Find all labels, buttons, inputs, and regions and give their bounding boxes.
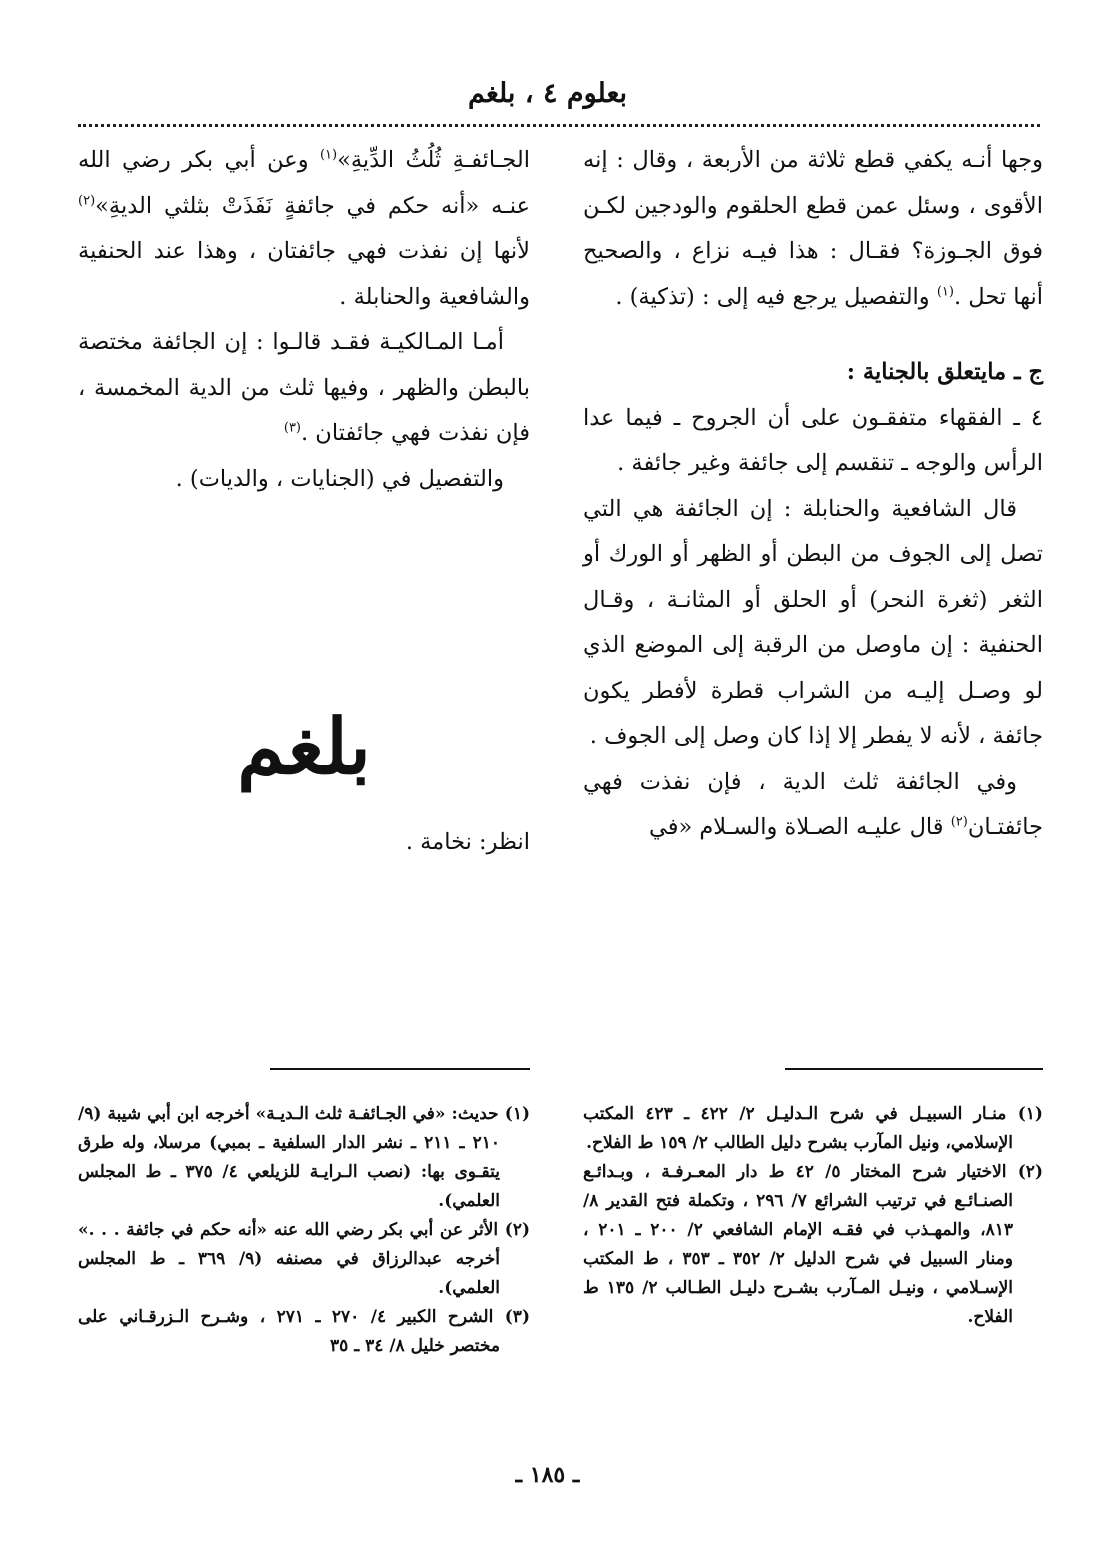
entry-title: بلغم (237, 702, 371, 791)
paragraph-text: وفي الجائفة ثلث الدية ، فإن نفذت فهي جائفتـان (583, 768, 1043, 840)
paragraph-text: أمـا المـالكيـة فقـد قالـوا : إن الجائفة مختصة بالبطن والظهر ، وفيها ثلث من الدية المخمسة ، فإن نفذت فهي جائفتان . (78, 329, 530, 446)
footnote-ref: (٣) (283, 420, 301, 436)
footnote: (١) حديث: «في الجـائفـة ثلث الـديـة» أخرجه ابن أبي شيبة (٩/ ٢١٠ ـ ٢١١ ـ نشر الدار السلفية ـ بمبي) مرسلا، وله طرق يتقـوى بها: (نصب الـرايـة للزيلعي ٤/ ٣٧٥ ـ ط المجلس العلمي). (78, 1104, 530, 1211)
paragraph-text: قال عليـه الصـلاة والسـلام «في (648, 814, 951, 840)
paragraph (583, 760, 1043, 851)
paragraph-text: وعن أبي بكر رضي الله عنـه «أنه حكم في جائفةٍ نَفَذَتْ بثلثي الديةِ» (78, 147, 530, 219)
footnote: (١) منـار السبيـل في شرح الـدليـل ٢/ ٤٢٢ ـ ٤٢٣ المكتب الإسلامي، ونيل المآرب بشرح دليل الطالب ٢/ ١٥٩ ط الفلاح. (583, 1104, 1043, 1153)
paragraph-text: الجـائفـةِ ثُلُثُ الدِّيةِ» (337, 147, 530, 173)
page-number: ـ ١٨٥ ـ (515, 1462, 580, 1488)
footnote-separator (270, 1068, 530, 1070)
footnote-ref: (١) (319, 147, 338, 163)
spacer (583, 320, 1043, 350)
footnote-separator (785, 1068, 1043, 1070)
footnote: (٢) الاختيار شرح المختار ٥/ ٤٢ ط دار المعـرفـة ، وبـدائـع الصنـائـع في ترتيب الشرائع ٧/ ٢٩٦ ، وتكملة فتح القدير ٨/ ٨١٣، والمهـذب في فقـه الإمام الشافعي ٢/ ٢٠٠ ـ ٢٠١ ، ومنار السبيل في شرح الدليل ٢/ ٣٥٢ ـ ٣٥٣ ، ط المكتب الإسـلامي ، ونيـل المـآرب بشـرح دليـل الطـالب ٢/ ١٣٥ ط الفلاح. (583, 1162, 1043, 1327)
footnote: (٢) الأثر عن أبي بكر رضي الله عنه «أنه حكم في جائفة . . .» أخرجه عبدالرزاق في مصنفه (٩/ ٣٦٩ ـ ط المجلس العلمي). (78, 1220, 530, 1298)
running-header: بعلوم ٤ ، بلغم (467, 78, 628, 109)
footnote: (٣) الشرح الكبير ٤/ ٢٧٠ ـ ٢٧١ ، وشـرح الـزرقـاني على مختصر خليل ٨/ ٣٤ ـ ٣٥ (78, 1307, 530, 1356)
right-column (583, 138, 1043, 851)
paragraph-text: والتفصيل يرجع فيه إلى : (تذكية) . (615, 283, 937, 310)
paragraph (78, 138, 530, 320)
footnotes-right (583, 1100, 1043, 1332)
paragraph (78, 320, 530, 457)
footnote-ref: (١) (936, 284, 954, 299)
see-also-reference: انظر: نخامة . (405, 829, 530, 855)
left-column (78, 138, 530, 502)
paragraph (583, 138, 1043, 320)
paragraph: قال الشافعية والحنابلة : إن الجائفة هي التي تصل إلى الجوف من البطن أو الظهر أو الورك أو الثغر (ثغرة النحر) أو الحلق أو المثانـة ، وقـال الحنفية : إن ماوصل من الرقبة إلى الموضع الذي لو وصـل إليـه من الشراب قطرة لأفطر يكون جائفة ، لأنه لا يفطر إلا إذا كان وصل إلى الجوف . (583, 495, 1043, 749)
paragraph-text: لأنها إن نفذت فهي جائفتان ، وهذا عند الحنفية والشافعية والحنابلة . (78, 238, 530, 310)
footnote-ref: (٢) (78, 193, 96, 208)
footnotes-left (78, 1100, 530, 1361)
paragraph-text: وجها أنـه يكفي قطع ثلاثة من الأربعة ، وقال : إنه الأقوى ، وسئل عمن قطع الحلقوم والودجين لكـن فوق الجـوزة؟ فقـال : هذا فيـه نزاع ، والصحيح أنها تحل . (583, 147, 1043, 310)
footnote-ref: (٢) (950, 814, 968, 830)
header-dotted-rule (78, 124, 1040, 127)
paragraph: ٤ ـ الفقهاء متفقـون على أن الجروح ـ فيما عدا الرأس والوجه ـ تنقسم إلى جائفة وغير جائفة . (583, 404, 1043, 476)
section-subheading: ج ـ مايتعلق بالجناية : (846, 359, 1043, 385)
paragraph: والتفصيل في (الجنايات ، والديات) . (175, 465, 504, 492)
